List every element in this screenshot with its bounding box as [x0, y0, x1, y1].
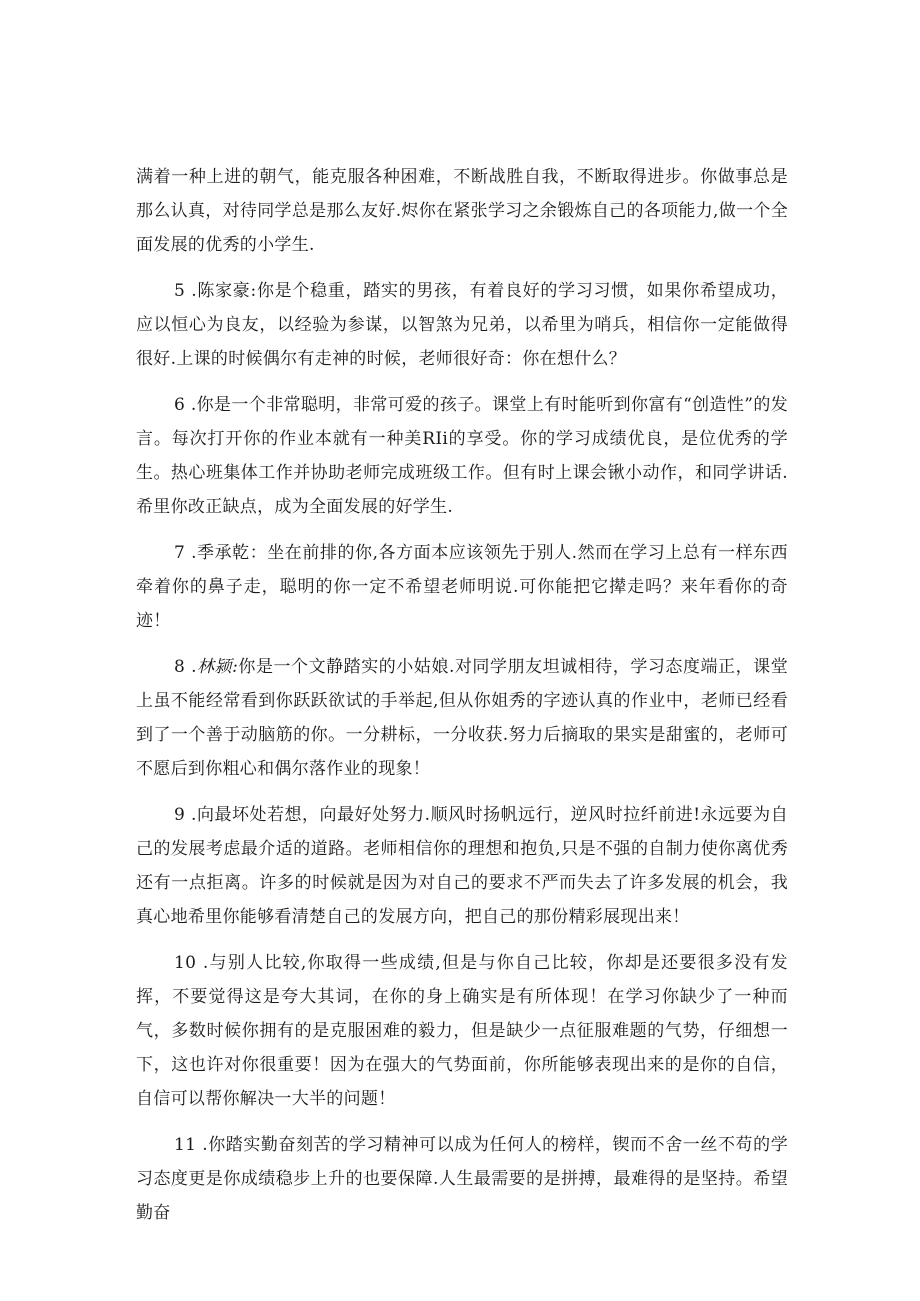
paragraph-item-8 [136, 650, 788, 786]
paragraph-item-6: 6 .你是一个非常聪明，非常可爱的孩子。课堂上有时能听到你富有“创造性”的发言。每次打开你的作业本就有一种美RIi的享受。你的学习成绩优良，是位优秀的学生。热心班集体工作并协助老师完成班级工作。但有时上课会锹小动作，和同学讲话.希里你改正缺点，成为全面发展的好学生. [136, 395, 788, 517]
document-page [136, 160, 788, 1242]
paragraph-item-5: 5 .陈家豪:你是个稳重，踏实的男孩，有着良好的学习习惯，如果你希望成功，应以恒心为良友，以经验为参谋，以智煞为兄弟，以希里为哨兵，相信你一定能做得很好.上课的时候偶尔有走神的时候，老师很好奇：你在想什么？ [136, 281, 788, 369]
paragraph-text: 你是一个文静踏实的小姑娘.对同学朋友坦诚相待，学习态度端正，课堂上虽不能经常看到你跃跃欲试的手举起,但从你姐秀的字迹认真的作业中，老师已经看到了一个善于动脑筋的你。一分耕标，一分收获.努力后摘取的果实是甜蜜的，老师可不愿后到你粗心和偶尔落作业的现象！ [136, 657, 788, 779]
item-number: 8 . [174, 657, 197, 677]
paragraph-item-7: 7 .季承乾：坐在前排的你,各方面本应该领先于别人.然而在学习上总有一样东西牵着你的鼻子走，聪明的你一定不希望老师明说.可你能把它撵走吗？来年看你的奇迹！ [136, 543, 788, 631]
paragraph-item-10: 10 .与别人比较,你取得一些成绩,但是与你自己比较，你却是还要很多没有发挥，不要觉得这是夸大其词，在你的身上确实是有所体现！在学习你缺少了一种而气，多数时候你拥有的是克服困难的毅力，但是缺少一点征服难题的气势，仔细想一下，这也许对你很重要！因为在强大的气势面前，你所能够表现出来的是你的自信，自信可以帮你解决一大半的问题！ [136, 953, 788, 1109]
paragraph-item-9: 9 .向最坏处若想，向最好处努力.顺风时扬帆远行，逆风时拉纤前进!永远要为自己的发展考虑最介适的道路。老师相信你的理想和抱负,只是不强的自制力使你离优秀还有一点拒离。许多的时候就是因为对自己的要求不严而失去了许多发展的机会，我真心地希里你能够看清楚自己的发展方向，把自己的那份精彩展现出来！ [136, 805, 788, 927]
paragraph-item-11: 11 .你踏实勤奋刻苦的学习精神可以成为任何人的榜样，锲而不舍一丝不苟的学习态度更是你成绩稳步上升的也要保障.人生最需要的是拼搏，最难得的是坚持。希望勤奋 [136, 1135, 788, 1223]
paragraph-continuation: 满着一种上进的朝气，能克服各种困难，不断战胜自我，不断取得进步。你做事总是那么认真，对待同学总是那么友好.烬你在紧张学习之余锻炼自己的各项能力,做一个全面发展的优秀的小学生. [136, 167, 788, 255]
student-name: 林颍: [196, 657, 239, 677]
